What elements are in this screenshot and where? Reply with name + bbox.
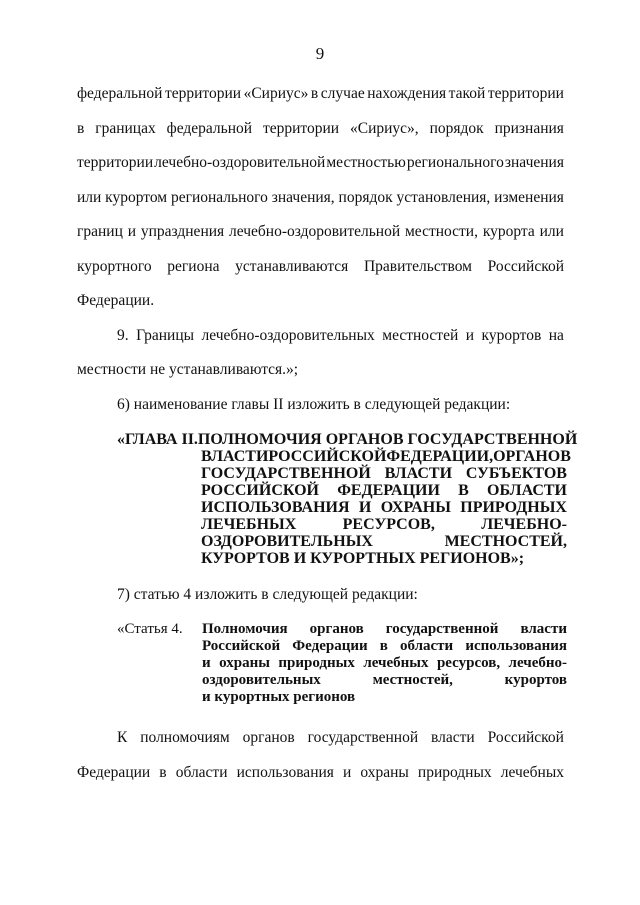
- chapter-heading-line: [201, 482, 567, 499]
- word: Федерации: [77, 764, 151, 781]
- word: и: [343, 764, 352, 781]
- word: упразднения: [140, 223, 225, 240]
- paragraph-line: [77, 188, 564, 208]
- word: органов: [309, 621, 364, 637]
- word: в: [379, 638, 388, 654]
- word: Полномочия: [202, 621, 288, 637]
- word: СУБЪЕКТОВ: [465, 465, 567, 482]
- word: природных: [417, 764, 492, 781]
- chapter-label: «ГЛАВА II.: [117, 431, 198, 448]
- article-title-line: [202, 655, 567, 672]
- word: лечебных: [500, 764, 564, 781]
- article-title: [202, 621, 567, 706]
- word: оздоровительных: [202, 672, 321, 688]
- word: такой: [448, 85, 486, 102]
- word: курорта: [482, 223, 535, 240]
- article-title-line: [202, 638, 567, 655]
- word: ресурсов,: [436, 655, 501, 671]
- chapter-heading-line: [201, 448, 571, 465]
- word: ПРИРОДНЫХ: [460, 499, 567, 516]
- item-9-line: [117, 326, 564, 346]
- word: значения,: [271, 189, 335, 206]
- word: природных: [278, 655, 355, 671]
- word: ВЛАСТИ: [201, 448, 269, 465]
- word: ОРГАНОВ: [493, 448, 571, 465]
- item-6: 6) наименование главы II изложить в следующей редакции:: [117, 396, 511, 413]
- paragraph-line: [77, 763, 564, 783]
- word: ОЗДОРОВИТЕЛЬНЫХ: [201, 533, 373, 550]
- word: органов: [242, 729, 295, 746]
- word: территории: [487, 85, 564, 102]
- word: ЛЕЧЕБНЫХ: [201, 516, 297, 533]
- word: использования: [465, 638, 567, 654]
- word: и: [127, 223, 137, 240]
- paragraph-line: [77, 119, 564, 139]
- word: ИСПОЛЬЗОВАНИЯ: [201, 499, 350, 516]
- word: нахождения: [367, 85, 447, 102]
- word: в: [310, 85, 319, 102]
- word: местностью: [326, 154, 406, 171]
- chapter-heading: [117, 431, 578, 567]
- word: изменения: [494, 189, 564, 206]
- page-number: 9: [315, 44, 325, 63]
- word: порядок: [429, 120, 484, 137]
- word: федеральной: [77, 85, 163, 102]
- word: ОБЛАСТИ: [487, 482, 567, 499]
- word: ВЛАСТИ: [384, 465, 453, 482]
- chapter-heading-line: [201, 465, 567, 482]
- word: РЕСУРСОВ,: [342, 516, 435, 533]
- word: территории: [77, 154, 154, 171]
- word: лечебно-оздоровительной: [229, 223, 401, 240]
- word: РОССИЙСКОЙ: [201, 482, 319, 499]
- word: 9.: [117, 327, 129, 344]
- word: в: [77, 120, 85, 137]
- word: территории: [164, 85, 242, 102]
- word: или: [77, 189, 102, 206]
- word: Федерации: [292, 638, 368, 654]
- chapter-heading-line: [201, 533, 567, 550]
- word: К: [117, 729, 128, 746]
- word: области: [175, 764, 228, 781]
- chapter-heading-line: ПОЛНОМОЧИЯ ОРГАНОВ ГОСУДАРСТВЕННОЙ: [197, 431, 578, 448]
- word: устанавливаются: [235, 258, 349, 275]
- item-7: 7) статью 4 изложить в следующей редакции:: [117, 586, 418, 603]
- word: местностей: [382, 327, 459, 344]
- word: и: [202, 655, 211, 671]
- word: «Сириус»: [243, 85, 309, 102]
- chapter-heading-row: [117, 431, 578, 448]
- paragraph-line: [77, 222, 564, 242]
- word: лечебных: [363, 655, 429, 671]
- word: ФЕДЕРАЦИИ,: [386, 448, 494, 465]
- word: полномочиям: [140, 729, 230, 746]
- word: охраны: [360, 764, 409, 781]
- word: Российской: [487, 258, 564, 275]
- word: В: [458, 482, 469, 499]
- word: Российской: [487, 729, 564, 746]
- article-title-line: [202, 621, 567, 638]
- word: и: [465, 327, 475, 344]
- word: федеральной: [166, 120, 253, 137]
- word: курортного: [77, 258, 152, 275]
- word: лечебно-: [508, 655, 567, 671]
- paragraph-line: Федерации.: [77, 292, 155, 309]
- paragraph-line: [77, 257, 564, 277]
- word: курортов: [481, 327, 542, 344]
- word: лечебно-оздоровительной: [154, 154, 326, 171]
- word: использования: [236, 764, 334, 781]
- article-label: «Статья 4.: [117, 621, 183, 637]
- word: региона: [167, 258, 220, 275]
- paragraph-line: [77, 153, 564, 173]
- word: власти: [520, 621, 567, 637]
- word: ГОСУДАРСТВЕННОЙ: [201, 465, 371, 482]
- chapter-heading-line: [201, 516, 567, 533]
- word: МЕСТНОСТЕЙ,: [444, 533, 567, 550]
- word: «Сириус»,: [349, 120, 419, 137]
- word: регионального: [170, 189, 268, 206]
- word: И: [358, 499, 372, 516]
- word: Российской: [202, 638, 281, 654]
- chapter-heading-line: [201, 499, 567, 516]
- word: местностей,: [372, 672, 453, 688]
- word: ОХРАНЫ: [380, 499, 451, 516]
- word: регионального: [406, 154, 504, 171]
- word: значения: [504, 154, 564, 171]
- word: признания: [494, 120, 564, 137]
- article-title-line: [202, 672, 567, 689]
- word: местности,: [405, 223, 478, 240]
- word: границ: [77, 223, 123, 240]
- word: власти: [431, 729, 475, 746]
- word: границах: [95, 120, 156, 137]
- word: охраны: [219, 655, 270, 671]
- word: в: [159, 764, 167, 781]
- word: области: [399, 638, 454, 654]
- word: случае: [320, 85, 365, 102]
- chapter-heading-line: КУРОРТОВ И КУРОРТНЫХ РЕГИОНОВ»;: [201, 550, 525, 567]
- item-9-line: местности не устанавливаются.»;: [77, 361, 299, 378]
- word: Правительством: [363, 258, 472, 275]
- word: РОССИЙСКОЙ: [268, 448, 387, 465]
- word: порядок: [338, 189, 393, 206]
- word: лечебно-оздоровительных: [201, 327, 375, 344]
- word: или: [539, 223, 564, 240]
- word: Границы: [136, 327, 195, 344]
- paragraph-line: [117, 728, 564, 748]
- word: установления,: [396, 189, 491, 206]
- word: на: [548, 327, 564, 344]
- article-title-line: и курортных регионов: [202, 689, 356, 705]
- paragraph-line: [77, 84, 564, 104]
- word: курортов: [504, 672, 567, 688]
- word: государственной: [385, 621, 499, 637]
- word: курортом: [105, 189, 168, 206]
- word: ЛЕЧЕБНО-: [481, 516, 567, 533]
- word: ФЕДЕРАЦИИ: [337, 482, 440, 499]
- word: государственной: [307, 729, 419, 746]
- word: территории: [262, 120, 340, 137]
